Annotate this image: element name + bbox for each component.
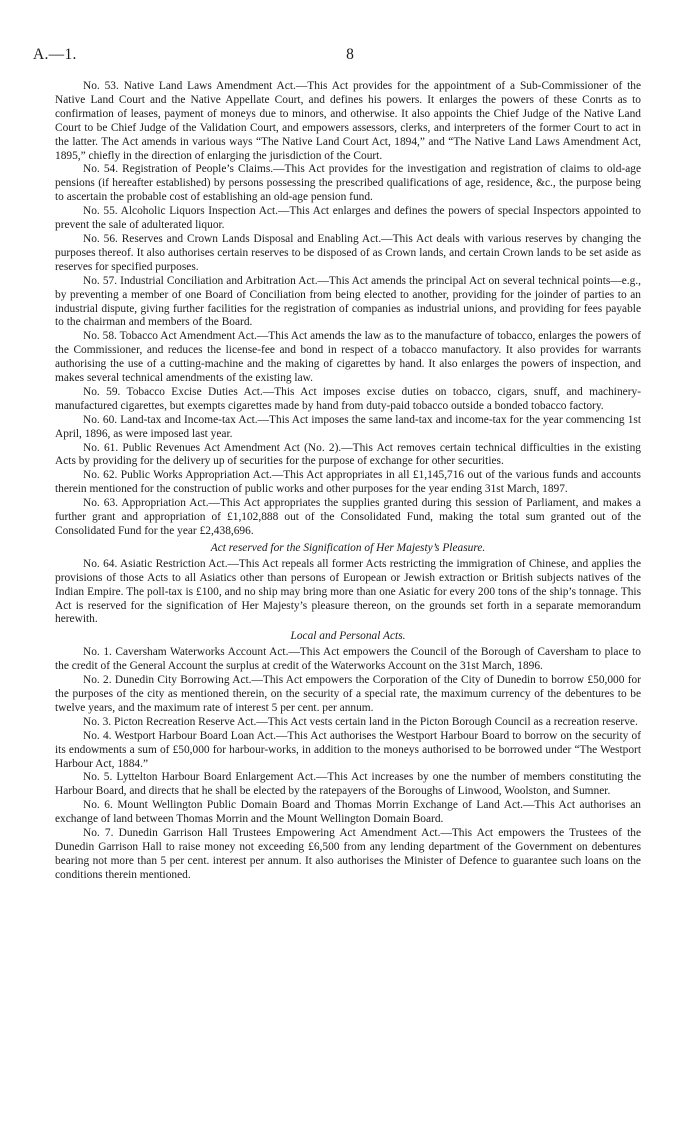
act-paragraph: No. 62. Public Works Appropriation Act.—This Act appropriates in all £1,145,716 out of the various funds and accounts therein mentioned for the construction of public works and other purposes for the year ending 31st March, 1897. <box>55 469 641 496</box>
act-paragraph: No. 58. Tobacco Act Amendment Act.—This Act amends the law as to the manufacture of tobacco, enlarges the powers of the Commissioner, and reduces the license-fee and bond in respect of a tobacco manufactory. It also provides for warrants authorising the use of a cutting-machine and the making of cigarettes by hand. It also enlarges the powers of inspection, and makes several technical amendments of the existing law. <box>55 330 641 385</box>
section-heading: Act reserved for the Signification of Her Majesty’s Pleasure. <box>210 541 486 554</box>
page-number: 8 <box>346 46 354 63</box>
general-acts-section <box>55 80 641 539</box>
act-paragraph: No. 56. Reserves and Crown Lands Disposal and Enabling Act.—This Act deals with various reserves by changing the purposes thereof. It also authorises certain reserves to be disposed of as Crown lands, and certain Crown lands to be set aside as reserves for specified purposes. <box>55 232 641 273</box>
act-paragraph: No. 57. Industrial Conciliation and Arbitration Act.—This Act amends the principal Act on several technical points—e.g., by preventing a member of one Board of Conciliation from being elected to another, providing for the joinder of parties to an industrial dispute, giving further facilities for the registration of companies as industrial unions, and providing for fees payable to the chairman and members of the Board. <box>55 274 641 329</box>
reserved-acts-section <box>55 542 641 627</box>
page-header <box>33 46 667 70</box>
act-paragraph: No. 7. Dunedin Garrison Hall Trustees Empowering Act Amendment Act.—This Act empowers the Trustees of the Dunedin Garrison Hall to raise money not exceeding £6,500 from any lending department of the Government on debentures bearing not more than 5 per cent. interest per annum. It also authorises the Minister of Defence to guarantee such loans on the conditions therein mentioned. <box>55 827 641 881</box>
act-paragraph: No. 60. Land-tax and Income-tax Act.—This Act imposes the same land-tax and income-tax for the year commencing 1st April, 1896, as were imposed last year. <box>55 413 641 440</box>
act-paragraph: No. 64. Asiatic Restriction Act.—This Act repeals all former Acts restricting the immigration of Chinese, and applies the provisions of those Acts to all Asiatics other than persons of European or Jewish extraction or British subjects natives of the Indian Empire. The poll-tax is £100, and no ship may bring more than one Asiatic for every 200 tons of the ship’s tonnage. This Act is reserved for the signification of Her Majesty’s pleasure thereon, on the grounds set forth in a separate memorandum herewith. <box>55 557 641 626</box>
act-paragraph: No. 1. Caversham Waterworks Account Act.—This Act empowers the Council of the Borough of Caversham to place to the credit of the General Account the surplus at credit of the Waterworks Account on the 31st March, 1896. <box>55 646 641 673</box>
act-paragraph: No. 61. Public Revenues Act Amendment Act (No. 2).—This Act removes certain technical difficulties in the existing Acts by providing for the delivery up of securities for the purpose of exchange for other securities. <box>55 441 641 468</box>
act-paragraph: No. 6. Mount Wellington Public Domain Board and Thomas Morrin Exchange of Land Act.—This Act authorises an exchange of land between Thomas Morrin and the Mount Wellington Domain Board. <box>55 799 641 826</box>
act-paragraph: No. 5. Lyttelton Harbour Board Enlargement Act.—This Act increases by one the number of members constituting the Harbour Board, and directs that he shall be elected by the ratepayers of the Boroughs of Linwood, Woolston, and Sumner. <box>55 771 641 798</box>
document-body <box>55 80 641 883</box>
document-reference: A.—1. <box>33 46 77 63</box>
act-paragraph: No. 3. Picton Recreation Reserve Act.—This Act vests certain land in the Picton Borough Council as a recreation reserve. <box>83 715 638 728</box>
act-paragraph: No. 55. Alcoholic Liquors Inspection Act.—This Act enlarges and defines the powers of special Inspectors appointed to prevent the sale of adulterated liquor. <box>55 205 641 232</box>
act-paragraph: No. 63. Appropriation Act.—This Act appropriates the supplies granted during this session of Parliament, and makes a further grant and appropriation of £1,102,888 out of the Consolidated Fund, making the total sum granted out of the Consolidated Fund for the year £2,438,696. <box>55 497 641 537</box>
act-paragraph: No. 53. Native Land Laws Amendment Act.—This Act provides for the appointment of a Sub-Commissioner of the Native Land Court and the Native Appellate Court, and defines his powers. It enlarges the powers of these Conrts as to confirmation of leases, payment of moneys due to minors, and otherwise. It also appoints the Chief Judge of the Native Land Court to be Chief Judge of the Validation Court, and empowers assessors, clerks, and interpreters of the former Court to act in the latter. The Act amends in various ways “The Native Land Court Act, 1894,” and “The Native Land Laws Amendment Act, 1895,” chiefly in the direction of enlarging the jurisdiction of the Court. <box>55 80 641 162</box>
act-paragraph: No. 4. Westport Harbour Board Loan Act.—This Act authorises the Westport Harbour Board to borrow on the security of its endowments a sum of £50,000 for harbour-works, in addition to the moneys authorised to be borrowed under “The Westport Harbour Act, 1884.” <box>55 729 641 770</box>
local-acts-section <box>55 630 641 882</box>
act-paragraph: No. 2. Dunedin City Borrowing Act.—This Act empowers the Corporation of the City of Dunedin to borrow £50,000 for the purposes of the city as mentioned therein, on the security of a special rate, the maximum currency of the debentures to be twelve years, and the maximum rate of interest 5 per cent. per annum. <box>55 674 641 714</box>
act-paragraph: No. 59. Tobacco Excise Duties Act.—This Act imposes excise duties on tobacco, cigars, snuff, and machinery-manufactured cigarettes, but exempts cigarettes made by hand from duty-paid tobacco outside a bonded tobacco factory. <box>55 385 641 412</box>
section-heading: Local and Personal Acts. <box>290 630 406 643</box>
act-paragraph: No. 54. Registration of People’s Claims.—This Act provides for the investigation and registration of claims to old-age pensions (if hereafter established) by persons possessing the prescribed qualifications of age, residence, &c., the purpose being to ascertain the probable cost of establishing an old-age pension fund. <box>55 163 641 204</box>
